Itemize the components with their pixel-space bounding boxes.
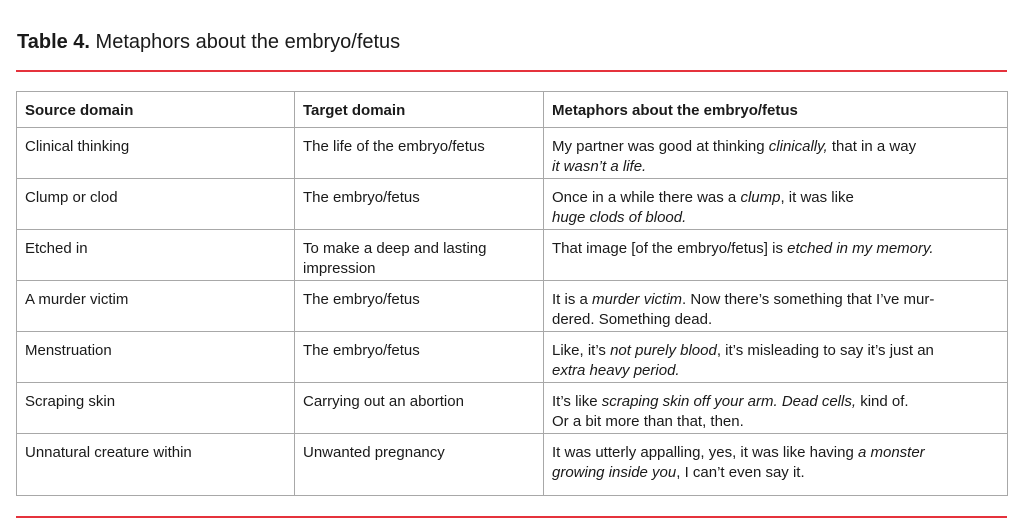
table-row bbox=[17, 434, 1008, 496]
metaphor-line bbox=[552, 290, 999, 310]
metaphor-text: It is a bbox=[552, 291, 593, 308]
metaphor-text: It’s like bbox=[552, 393, 602, 410]
metaphor-emphasis: clump bbox=[740, 189, 781, 206]
metaphor-emphasis: not purely blood bbox=[610, 342, 717, 359]
metaphor-cell bbox=[544, 230, 1008, 281]
metaphor-cell bbox=[544, 128, 1008, 179]
metaphor-line bbox=[552, 188, 999, 208]
metaphor-cell bbox=[544, 281, 1008, 332]
metaphor-line bbox=[552, 239, 999, 259]
metaphor-text: It was utterly appalling, yes, it was like having bbox=[552, 444, 858, 461]
target-domain-cell: Carrying out an abortion bbox=[295, 383, 544, 434]
metaphor-emphasis: etched in my memory. bbox=[787, 240, 934, 257]
metaphor-text: kind of. bbox=[856, 393, 909, 410]
metaphor-line bbox=[552, 443, 999, 463]
target-domain-cell: The embryo/fetus bbox=[295, 179, 544, 230]
metaphor-text: Once in a while there was a bbox=[552, 189, 741, 206]
header-row bbox=[17, 92, 1008, 128]
metaphor-emphasis: huge clods of blood. bbox=[552, 209, 687, 226]
target-domain-cell: To make a deep and lasting impression bbox=[295, 230, 544, 281]
table-caption bbox=[17, 31, 400, 54]
metaphor-text: , it’s misleading to say it’s just an bbox=[716, 342, 934, 359]
metaphor-line bbox=[552, 157, 999, 177]
metaphor-line bbox=[552, 341, 999, 361]
metaphor-line bbox=[552, 310, 999, 330]
source-domain-cell: Scraping skin bbox=[17, 383, 295, 434]
table-row bbox=[17, 383, 1008, 434]
metaphor-text: , I can’t even say it. bbox=[676, 464, 805, 481]
target-domain-cell: The embryo/fetus bbox=[295, 332, 544, 383]
metaphor-line bbox=[552, 392, 999, 412]
metaphor-emphasis: scraping skin off your arm. Dead cells, bbox=[601, 393, 857, 410]
metaphor-line bbox=[552, 137, 999, 157]
metaphor-line bbox=[552, 463, 999, 483]
metaphor-cell bbox=[544, 383, 1008, 434]
source-domain-cell: Clump or clod bbox=[17, 179, 295, 230]
table-row bbox=[17, 179, 1008, 230]
source-domain-cell: Etched in bbox=[17, 230, 295, 281]
metaphor-line bbox=[552, 412, 999, 432]
bottom-rule bbox=[16, 516, 1007, 518]
source-domain-cell: Menstruation bbox=[17, 332, 295, 383]
source-domain-cell: Clinical thinking bbox=[17, 128, 295, 179]
top-rule bbox=[16, 70, 1007, 72]
table-row bbox=[17, 128, 1008, 179]
metaphors-table bbox=[16, 91, 1008, 496]
source-domain-cell: A murder victim bbox=[17, 281, 295, 332]
metaphor-line bbox=[552, 208, 999, 228]
metaphor-text: My partner was good at thinking bbox=[552, 138, 769, 155]
metaphor-emphasis: murder victim bbox=[592, 291, 683, 308]
metaphor-text: dered. Something dead. bbox=[552, 311, 713, 328]
table-title: Metaphors about the embryo/fetus bbox=[90, 31, 401, 53]
metaphor-line bbox=[552, 361, 999, 381]
target-domain-cell: The life of the embryo/fetus bbox=[295, 128, 544, 179]
table-number: Table 4. bbox=[17, 31, 90, 53]
metaphor-emphasis: growing inside you bbox=[552, 464, 677, 481]
metaphor-text: . Now there’s something that I’ve mur- bbox=[682, 291, 935, 308]
source-domain-cell: Unnatural creature within bbox=[17, 434, 295, 496]
table-row bbox=[17, 230, 1008, 281]
target-domain-cell: Unwanted pregnancy bbox=[295, 434, 544, 496]
metaphor-emphasis: extra heavy period. bbox=[552, 362, 680, 379]
metaphor-emphasis: a monster bbox=[857, 444, 925, 461]
header-source-domain: Source domain bbox=[17, 92, 295, 128]
target-domain-cell: The embryo/fetus bbox=[295, 281, 544, 332]
metaphor-cell bbox=[544, 179, 1008, 230]
metaphor-cell bbox=[544, 434, 1008, 496]
metaphor-text: that in a way bbox=[827, 138, 917, 155]
metaphor-text: Or a bit more than that, then. bbox=[552, 413, 744, 430]
table-row bbox=[17, 281, 1008, 332]
metaphor-emphasis: clinically, bbox=[768, 138, 828, 155]
header-target-domain: Target domain bbox=[295, 92, 544, 128]
table-row bbox=[17, 332, 1008, 383]
metaphor-text: Like, it’s bbox=[552, 342, 611, 359]
metaphor-cell bbox=[544, 332, 1008, 383]
metaphor-emphasis: it wasn’t a life. bbox=[552, 158, 647, 175]
header-metaphors: Metaphors about the embryo/fetus bbox=[544, 92, 1008, 128]
metaphor-text: That image [of the embryo/fetus] is bbox=[552, 240, 788, 257]
metaphor-text: , it was like bbox=[780, 189, 854, 206]
